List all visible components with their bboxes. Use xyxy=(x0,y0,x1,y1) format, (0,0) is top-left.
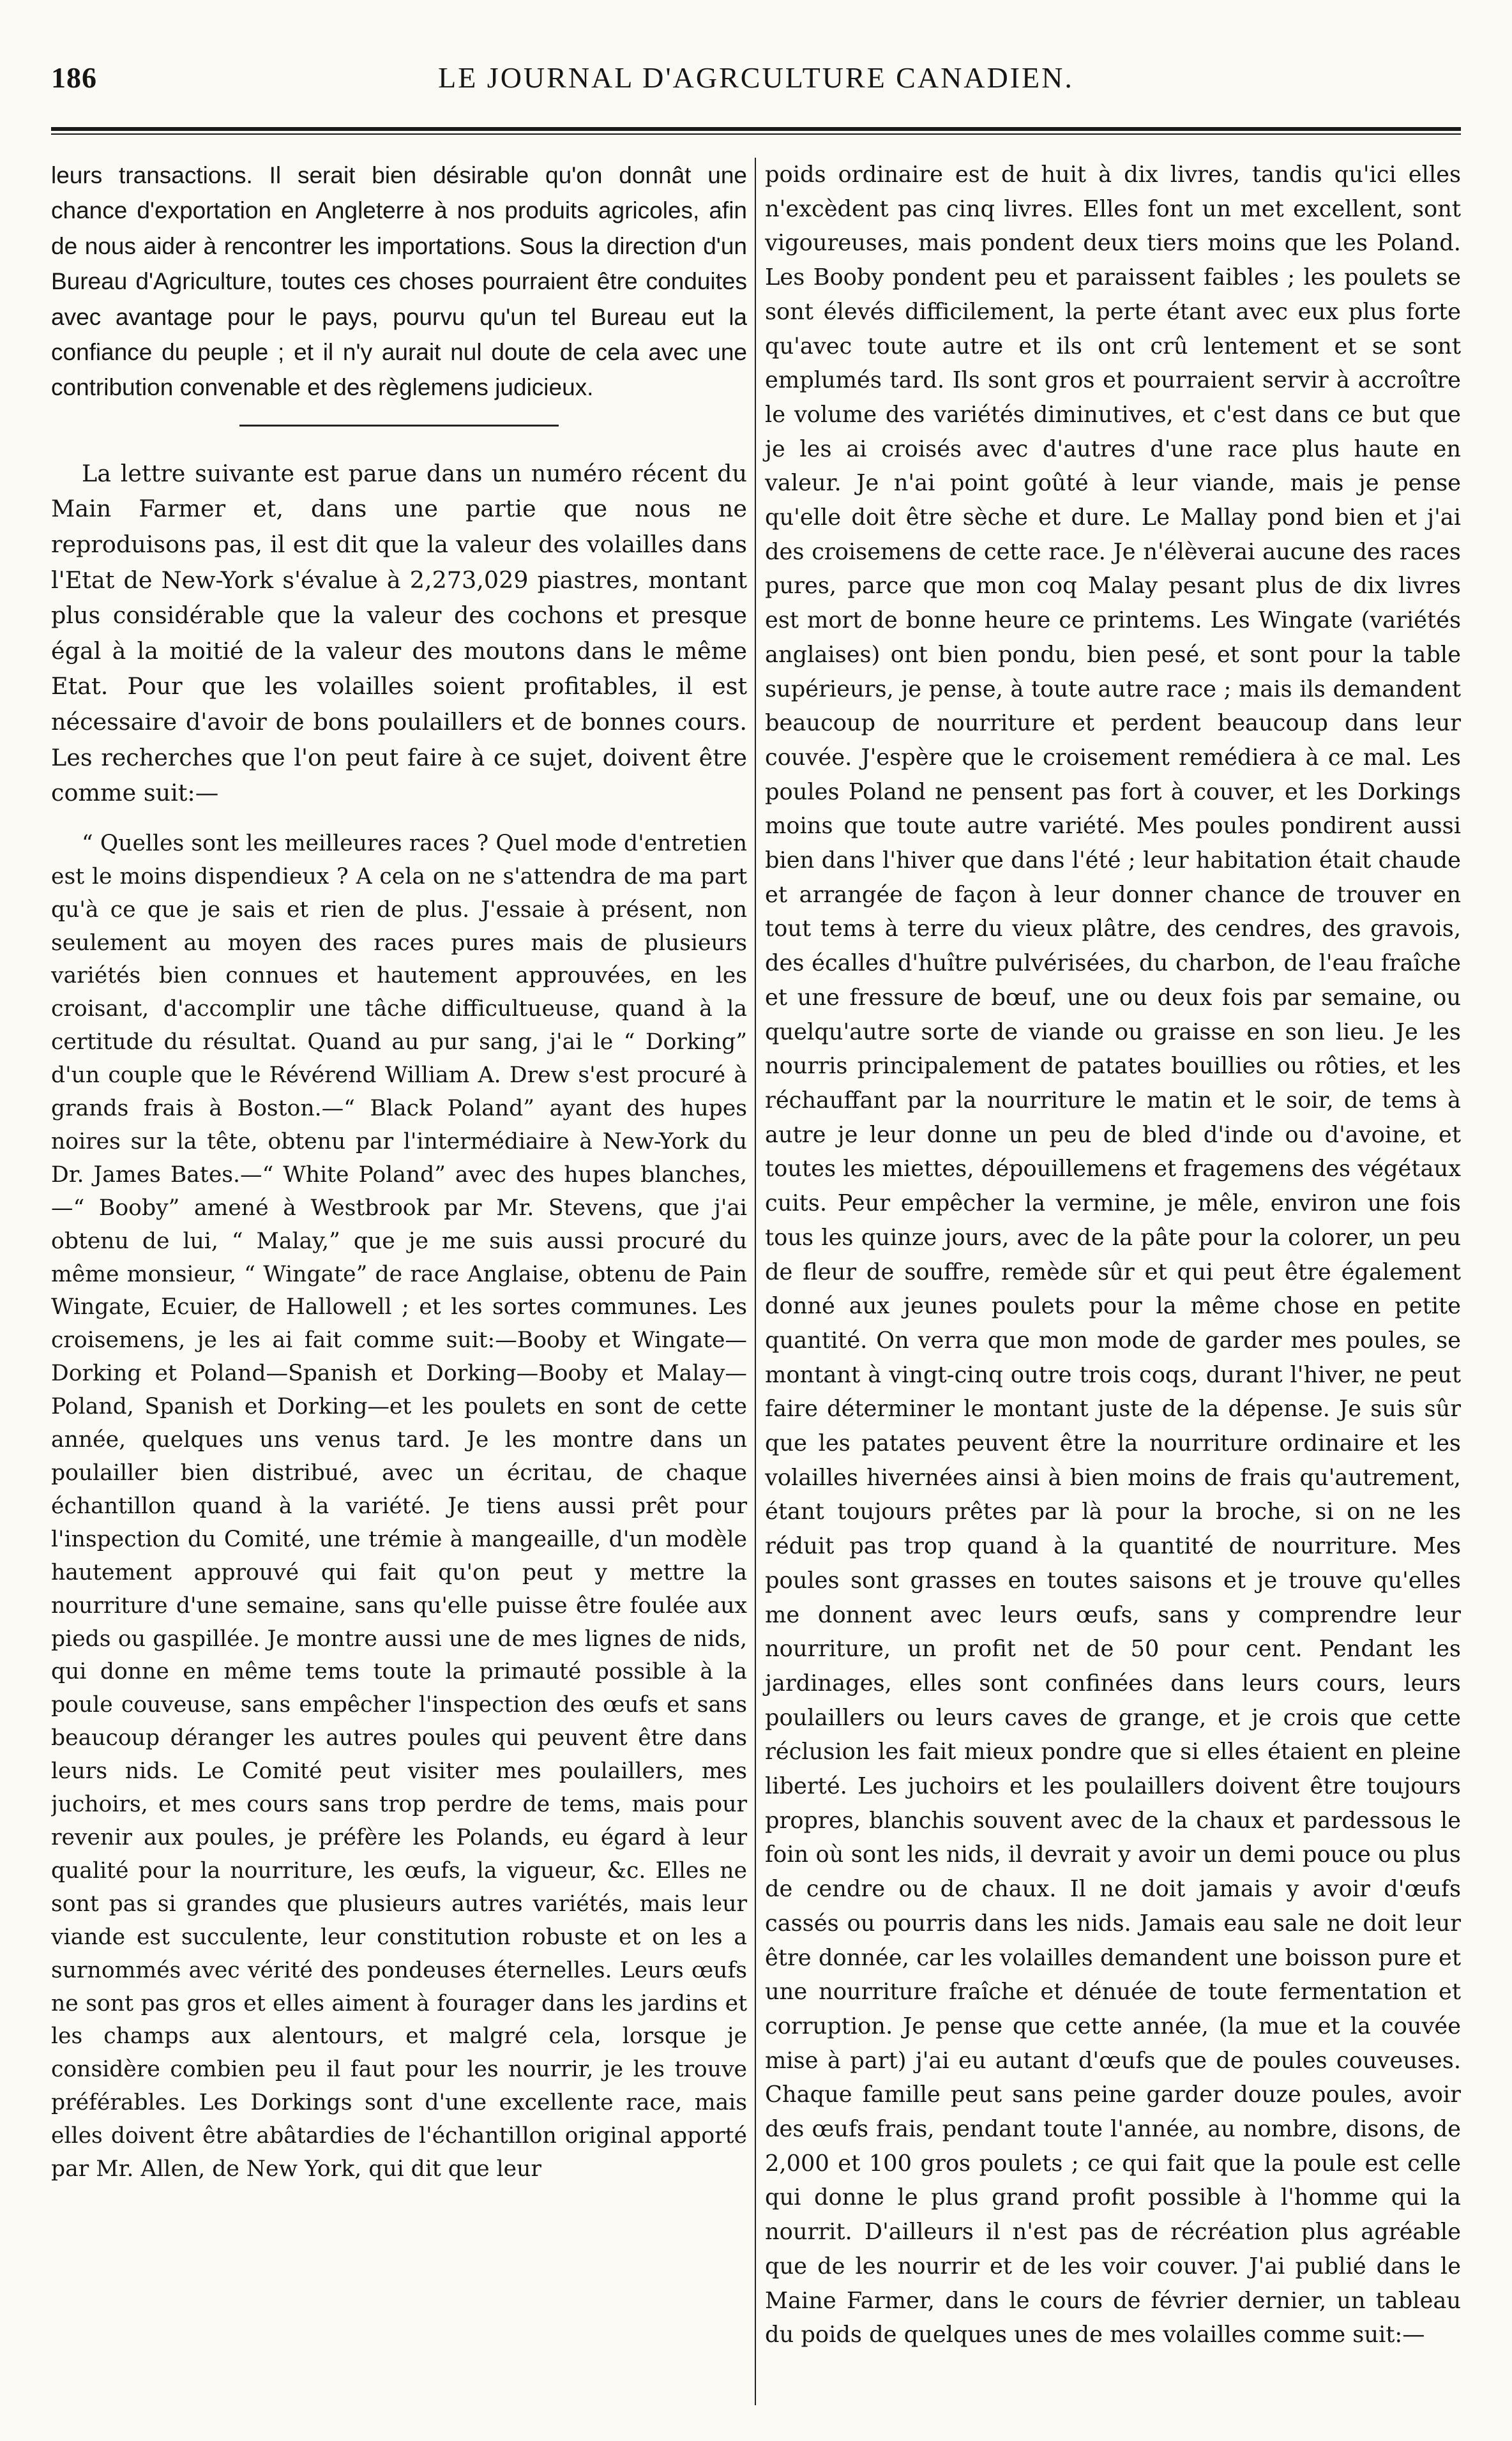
journal-title: LE JOURNAL D'AGRCULTURE CANADIEN. xyxy=(438,61,1074,94)
letter-body-paragraph: “ Quelles sont les meilleures races ? Quel mode d'entretien est le moins dispendieux ? A cela on ne s'attendra de ma part qu'à ce que je sais et rien de plus. J'essaie à présent, non seulement au moyen des races pures mais de plusieurs variétés bien connues et hautement approuvées, en les croisant, d'accomplir une tâche difficultueuse, quand à la certitude du résultat. Quand au pur sang, j'ai le “ Dorking” d'un couple que le Révérend William A. Drew s'est procuré à grands frais à Boston.—“ Black Poland” ayant des hupes noires sur la tête, obtenu par l'intermédiaire à New-York du Dr. James Bates.—“ White Poland” avec des hupes blanches,—“ Booby” amené à Westbrook par Mr. Stevens, que j'ai obtenu de lui, “ Malay,” que je me suis aussi procuré du même monsieur, “ Wingate” de race Anglaise, obtenu de Pain Wingate, Ecuier, de Hallowell ; et les sortes communes. Les croisemens, je les ai fait comme suit:—Booby et Wingate—Dorking et Poland—Spanish et Dorking—Booby et Malay—Poland, Spanish et Dorking—et les poulets en sont de cette année, quelques uns venus tard. Je les montre dans un poulailler bien distribué, avec un écritau, de chaque échantillon quand à la variété. Je tiens aussi prêt pour l'inspection du Comité, une trémie à mangeaille, d'un modèle hautement approuvé qui fait qu'on peut y mettre la nourriture d'une semaine, sans qu'elle puisse être foulée aux pieds ou gaspillée. Je montre aussi une de mes lignes de nids, qui donne en même tems toute la primauté possible à la poule couveuse, sans empêcher l'inspection des œufs et sans beaucoup déranger les autres poules qui peuvent être dans leurs nids. Le Comité peut visiter mes poulaillers, mes juchoirs, et mes cours sans trop perdre de tems, mais pour revenir aux poules, je préfère les Polands, eu égard à leur qualité pour la nourriture, les œufs, la vigueur, &c. Elles ne sont pas si grandes que plusieurs autres variétés, mais leur viande est succulente, leur constitution robuste et on les a surnommés avec vérité des pondeuses éternelles. Leurs œufs ne sont pas gros et elles aiment à fourager dans les jardins et les champs aux alentours, et malgré cela, lorsque je considère combien peu il faut pour les nourrir, je les trouve préférables. Les Dorkings sont d'une excellente race, mais elles doivent être abâtardies de l'échantillon original apporté par Mr. Allen, de New York, qui dit que leur xyxy=(51,830,747,2182)
letter-continuation-paragraph: poids ordinaire est de huit à dix livres, tandis qu'ici elles n'excèdent pas cinq livres. Elles font un met excellent, sont vigoureuses, mais pondent deux tiers moins que les Poland. Les Booby pondent peu et paraissent faibles ; les poulets se sont élevés difficilement, la perte étant avec eux plus forte qu'avec toute autre et ils ont crû lentement et se sont emplumés tard. Ils sont gros et pourraient servir à accroître le volume des variétés diminutives, et c'est dans ce but que je les ai croisés avec d'autres d'une race plus haute en valeur. Je n'ai point goûté à leur viande, mais je pense qu'elle doit être sèche et dure. Le Mallay pond bien et j'ai des croisemens de cette race. Je n'élèverai aucune des races pures, parce que mon coq Malay pesant plus de dix livres est mort de bonne heure ce printems. Les Wingate (variétés anglaises) ont bien pondu, bien pesé, et sont pour la table supérieurs, je pense, à toute autre race ; mais ils demandent beaucoup de nourriture et perdent beaucoup dans leur couvée. J'espère que le croisement remédiera à ce mal. Les poules Poland ne pensent pas fort à couver, et les Dorkings moins que toute autre variété. Mes poules pondirent aussi bien dans l'hiver que dans l'été ; leur habitation était chaude et arrangée de façon à leur donner chance de trouver en tout tems à terre du vieux plâtre, des cendres, des gravois, des écalles d'huître pulvérisées, du charbon, de l'eau fraîche et une fressure de bœuf, une ou deux fois par semaine, ou quelqu'autre sorte de viande ou graisse en son lieu. Je les nourris principalement de patates bouillies ou rôties, et les réchauffant par la nourriture le matin et le soir, de tems à autre je leur donne un peu de bled d'inde ou d'avoine, et toutes les miettes, dépouillemens et fragemens des végétaux cuits. Peur empêcher la vermine, je mêle, environ une fois tous les quinze jours, avec de la pâte pour la colorer, un peu de fleur de souffre, remède sûr et qui peut être également donné aux jeunes poulets pour la même chose en petite quantité. On verra que mon mode de garder mes poules, se montant à vingt-cinq outre trois coqs, durant l'hiver, ne peut faire déterminer le montant juste de la dépense. Je suis sûr que les patates peuvent être la nourriture ordinaire et les volailles hivernées ainsi à bien moins de frais qu'autrement, étant toujours prêtes par là pour la broche, si on ne les réduit pas trop quand à la quantité de nourriture. Mes poules sont grasses en toutes saisons et je trouve qu'elles me donnent avec leurs œufs, sans y comprendre leur nourriture, un profit net de 50 pour cent. Pendant les jardinages, elles sont confinées dans leurs cours, leurs poulaillers ou leurs caves de grange, et je crois que cette réclusion les fait mieux pondre que si elles étaient en pleine liberté. Les juchoirs et les poulaillers doivent être toujours propres, blanchis souvent avec de la chaux et pardessous le foin où sont les nids, il devrait y avoir un demi pouce ou plus de cendre ou de chaux. Il ne doit jamais y avoir d'œufs cassés ou pourris dans les nids. Jamais eau sale ne doit leur être donnée, car les volailles demandent une boisson pure et une nourriture fraîche et dénuée de toute fermentation et corruption. Je pense que cette année, (la mue et la couvée mise à part) j'ai eu autant d'œufs que de poules couveuses. Chaque famille peut sans peine garder douze poules, avoir des œufs frais, pendant toute l'année, au nombre, disons, de 2,000 et 100 gros poulets ; ce qui fait que la poule est celle qui donne le plus grand profit possible à l'homme qui la nourrit. D'ailleurs il n'est pas de récréation plus agréable que de les nourrir et de les voir couver. J'ai publié dans le Maine Farmer, dans le cours de février dernier, un tableau du poids de quelques unes de mes volailles comme suit:— xyxy=(765,162,1461,2348)
editorial-paragraph: leurs transactions. Il serait bien désirable qu'on donnât une chance d'exportation en Angleterre à nos produits agricoles, afin de nous aider à rencontrer les importations. Sous la direction d'un Bureau d'Agriculture, toutes ces choses pourraient être conduites avec avantage pour le pays, pourvu qu'un tel Bureau eut la confiance du peuple ; et il n'y aurait nul doute de cela avec une contribution convenable et des règlemens judicieux. xyxy=(51,162,747,401)
article-columns xyxy=(51,158,1461,2405)
letter-intro-paragraph: La lettre suivante est parue dans un numéro récent du Main Farmer et, dans une partie que nous ne reproduisons pas, il est dit que la valeur des volailles dans l'Etat de New-York s'évalue à 2,273,029 piastres, montant plus considérable que la valeur des cochons et presque égal à la moitié de la valeur des moutons dans le même Etat. Pour que les volailles soient profitables, il est nécessaire d'avoir de bons poulaillers et de bonnes cours. Les recherches que l'on peut faire à ce sujet, doivent être comme suit:— xyxy=(51,459,747,807)
left-column xyxy=(51,158,755,2405)
running-head xyxy=(51,61,1461,118)
right-column xyxy=(756,158,1461,2405)
header-double-rule xyxy=(51,127,1461,135)
section-divider-rule xyxy=(239,425,559,427)
page-number: 186 xyxy=(51,61,97,94)
